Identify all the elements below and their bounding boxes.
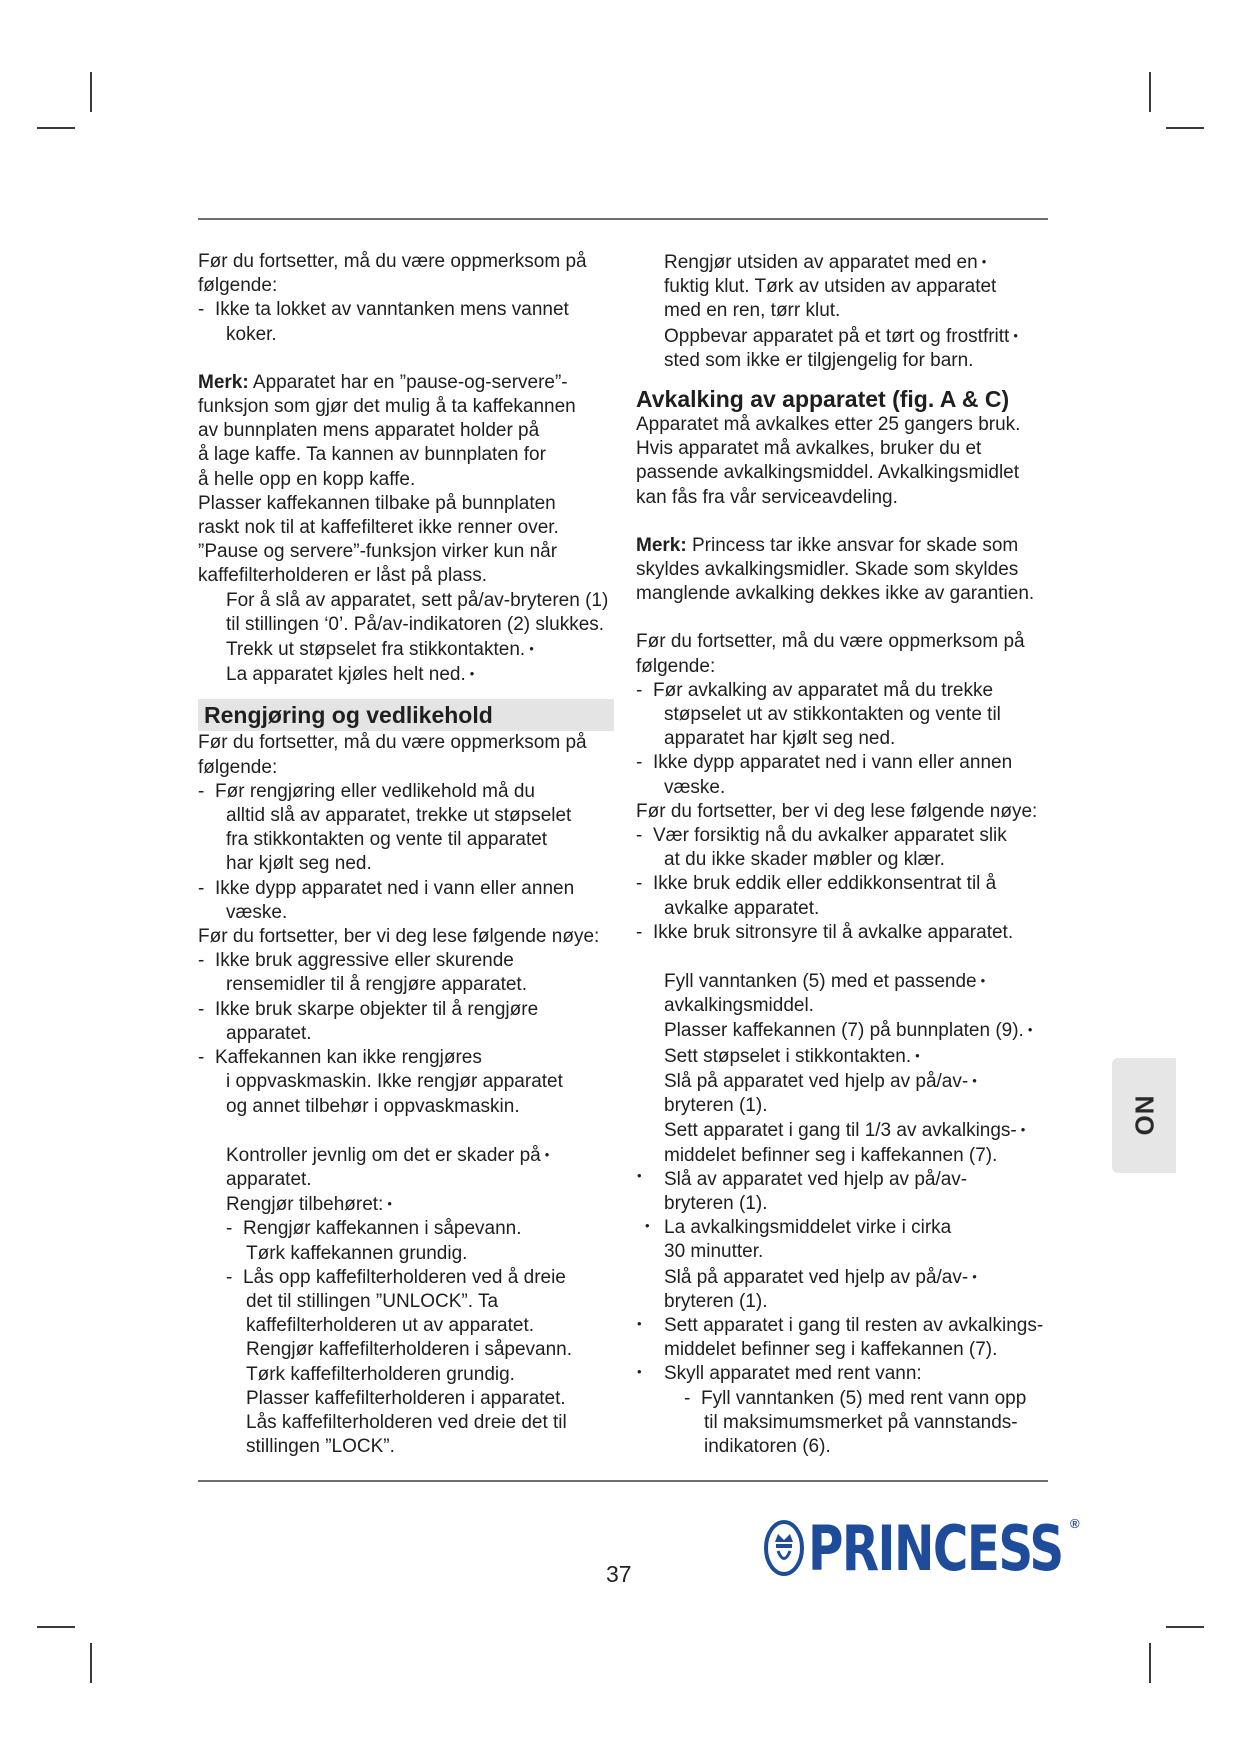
- crop-mark: [1166, 1626, 1204, 1628]
- step-line: La apparatet kjøles helt ned. •: [226, 664, 475, 686]
- note-line: raskt nok til at kaffefilteret ikke renner over.: [198, 517, 559, 539]
- descaling-heading: Avkalking av apparatet (fig. A & C): [636, 386, 1010, 413]
- top-rule: [198, 218, 1048, 220]
- step-line: middelet befinner seg i kaffekannen (7).: [664, 1144, 998, 1166]
- step-line: Slå på apparatet ved hjelp av på/av- •: [664, 1266, 977, 1288]
- rinse-item-cont: indikatoren (6).: [704, 1435, 831, 1457]
- rinse-item-cont: til maksimumsmerket på vannstands-: [704, 1411, 1018, 1433]
- step-line: Slå av apparatet ved hjelp av på/av-: [664, 1168, 968, 1190]
- rinse-item: - Fyll vanntanken (5) med rent vann opp: [684, 1387, 1027, 1409]
- bullet-mark: •: [637, 1364, 642, 1379]
- step-line: bryteren (1).: [664, 1095, 768, 1117]
- step-line: Skyll apparatet med rent vann:: [664, 1363, 922, 1385]
- note-line: ”Pause og servere”-funksjon virker kun når: [198, 541, 558, 563]
- sub-item-cont: Rengjør kaffefilterholderen i såpevann.: [246, 1339, 573, 1361]
- crop-mark: [1149, 72, 1151, 112]
- page-number: 37: [606, 1561, 632, 1587]
- intro-text: følgende:: [198, 275, 278, 297]
- descaling-text: kan fås fra vår serviceavdeling.: [636, 486, 898, 508]
- step-line: For å slå av apparatet, sett på/av-bryteren (1): [226, 589, 609, 611]
- descaling-text: passende avkalkingsmiddel. Avkalkingsmidlet: [636, 462, 1020, 484]
- bullet-mark: •: [637, 1168, 642, 1183]
- intro-text: følgende:: [636, 655, 716, 677]
- intro-text: Før du fortsetter, må du være oppmerksom på: [198, 732, 587, 754]
- storage-line: Oppbevar apparatet på et tørt og frostfritt •: [664, 325, 1018, 347]
- sub-item-cont: det til stillingen ”UNLOCK”. Ta: [246, 1290, 499, 1312]
- sub-item-cont: Tørk kaffefilterholderen grundig.: [246, 1363, 515, 1385]
- sub-item: - Lås opp kaffefilterholderen ved å dreie: [226, 1266, 566, 1288]
- caution-item-cont: rensemidler til å rengjøre apparatet.: [226, 974, 527, 996]
- bullet-mark: •: [637, 1316, 642, 1331]
- step-line: avkalkingsmiddel.: [664, 995, 814, 1017]
- princess-logo: [764, 1508, 1135, 1588]
- bottom-rule: [198, 1480, 1048, 1482]
- outside-line: med en ren, tørr klut.: [664, 300, 841, 322]
- step-line: Trekk ut støpselet fra stikkontakten. •: [226, 639, 534, 661]
- caution-item-cont: apparatet.: [226, 1022, 312, 1044]
- warning-item-cont: fra stikkontakten og vente til apparatet: [226, 829, 548, 851]
- sub-item: - Rengjør kaffekannen i såpevann.: [226, 1218, 522, 1240]
- intro-text: Før du fortsetter, må du være oppmerksom på: [636, 631, 1025, 653]
- crown-emblem-icon: [764, 1520, 804, 1576]
- caution-item-cont: at du ikke skader møbler og klær.: [664, 849, 945, 871]
- bullet-mark: •: [645, 1218, 650, 1233]
- note-line: av bunnplaten mens apparatet holder på: [198, 420, 540, 442]
- note-paragraph: Merk: Apparatet har en ”pause-og-servere”-: [198, 371, 568, 393]
- warning-item-cont: har kjølt seg ned.: [226, 853, 372, 875]
- read-carefully: Før du fortsetter, ber vi deg lese følgende nøye:: [198, 926, 600, 948]
- brand-name: PRINCESS: [808, 1511, 1063, 1585]
- intro-text: følgende:: [198, 756, 278, 778]
- crop-mark: [37, 1626, 75, 1628]
- step-line: bryteren (1).: [664, 1290, 768, 1312]
- step-line: Fyll vanntanken (5) med et passende •: [664, 971, 986, 993]
- intro-text: Før du fortsetter, må du være oppmerksom på: [198, 251, 587, 272]
- storage-line: sted som ikke er tilgjengelig for barn.: [664, 349, 974, 371]
- step-line: Sett apparatet i gang til resten av avkalkings-: [664, 1314, 1044, 1336]
- warning-item: - Ikke dypp apparatet ned i vann eller annen: [636, 752, 1013, 774]
- step-line: bryteren (1).: [664, 1192, 768, 1214]
- outside-line: fuktig klut. Tørk av utsiden av apparatet: [664, 276, 997, 298]
- step-line: Sett apparatet i gang til 1/3 av avkalkings- •: [664, 1120, 1026, 1142]
- step-line: La avkalkingsmiddelet virke i cirka: [664, 1217, 952, 1239]
- warning-item-cont: væske.: [664, 776, 726, 798]
- note-line: kaffefilterholderen er låst på plass.: [198, 565, 488, 587]
- check-line: apparatet.: [226, 1168, 312, 1190]
- caution-item-cont: og annet tilbehør i oppvaskmaskin.: [226, 1095, 520, 1117]
- warning-item-cont: apparatet har kjølt seg ned.: [664, 728, 896, 750]
- step-line: til stillingen ‘0’. På/av-indikatoren (2) slukkes.: [226, 613, 605, 635]
- sub-item-cont: stillingen ”LOCK”.: [246, 1436, 395, 1458]
- descaling-text: Hvis apparatet må avkalkes, bruker du et: [636, 438, 982, 460]
- note-line: funksjon som gjør det mulig å ta kaffekannen: [198, 396, 576, 418]
- caution-item-cont: avkalke apparatet.: [664, 897, 820, 919]
- crop-mark: [1166, 127, 1204, 129]
- registered-mark: ®: [1070, 1515, 1080, 1531]
- note-line: Plasser kaffekannen tilbake på bunnplaten: [198, 492, 556, 514]
- accessories-line: Rengjør tilbehøret: •: [226, 1194, 392, 1216]
- step-line: middelet befinner seg i kaffekannen (7).: [664, 1339, 998, 1361]
- language-label: NO: [1129, 1095, 1160, 1136]
- sub-item-cont: Plasser kaffefilterholderen i apparatet.: [246, 1387, 566, 1409]
- note-line: manglende avkalking dekkes ikke av garantien.: [636, 583, 1035, 605]
- warning-item: - Ikke ta lokket av vanntanken mens vannet: [198, 299, 569, 321]
- step-line: Sett støpselet i stikkontakten. •: [664, 1045, 920, 1067]
- note-line: skyldes avkalkingsmidler. Skade som skyldes: [636, 559, 1019, 581]
- warning-item-cont: koker.: [226, 323, 277, 345]
- caution-item-cont: i oppvaskmaskin. Ikke rengjør apparatet: [226, 1071, 563, 1093]
- warning-item: - Før avkalking av apparatet må du trekke: [636, 679, 994, 701]
- descaling-text: Apparatet må avkalkes etter 25 gangers bruk.: [636, 414, 1021, 436]
- caution-item: - Ikke bruk aggressive eller skurende: [198, 950, 514, 972]
- warning-item: - Ikke dypp apparatet ned i vann eller annen: [198, 877, 575, 899]
- warning-item: - Før rengjøring eller vedlikehold må du: [198, 780, 535, 802]
- sub-item-cont: Lås kaffefilterholderen ved dreie det til: [246, 1411, 567, 1433]
- warning-item-cont: alltid slå av apparatet, trekke ut støpselet: [226, 805, 572, 827]
- caution-item: - Ikke bruk sitronsyre til å avkalke apparatet.: [636, 921, 1014, 943]
- note-paragraph: Merk: Princess tar ikke ansvar for skade som: [636, 534, 1019, 556]
- step-line: Plasser kaffekannen (7) på bunnplaten (9). •: [664, 1020, 1033, 1042]
- note-line: å lage kaffe. Ta kannen av bunnplaten for: [198, 444, 546, 466]
- sub-item-cont: kaffefilterholderen ut av apparatet.: [246, 1315, 535, 1337]
- warning-item-cont: væske.: [226, 901, 288, 923]
- check-line: Kontroller jevnlig om det er skader på •: [226, 1144, 550, 1166]
- caution-item: - Ikke bruk skarpe objekter til å rengjøre: [198, 998, 539, 1020]
- cleaning-heading: Rengjøring og vedlikehold: [198, 699, 614, 731]
- caution-item: - Vær forsiktig nå du avkalker apparatet slik: [636, 825, 1007, 847]
- crop-mark: [90, 1643, 92, 1683]
- crop-mark: [90, 72, 92, 112]
- step-line: Slå på apparatet ved hjelp av på/av- •: [664, 1070, 977, 1092]
- left-column: [198, 250, 614, 1459]
- crop-mark: [37, 127, 75, 129]
- sub-item-cont: Tørk kaffekannen grundig.: [246, 1242, 468, 1264]
- step-line: 30 minutter.: [664, 1241, 764, 1263]
- right-column: [636, 250, 1043, 1459]
- caution-item: - Ikke bruk eddik eller eddikkonsentrat til å: [636, 873, 997, 895]
- read-carefully: Før du fortsetter, ber vi deg lese følgende nøye:: [636, 800, 1038, 822]
- warning-item-cont: støpselet ut av stikkontakten og vente til: [664, 704, 1001, 726]
- outside-line: Rengjør utsiden av apparatet med en •: [664, 252, 987, 273]
- crop-mark: [1149, 1643, 1151, 1683]
- caution-item: - Kaffekannen kan ikke rengjøres: [198, 1047, 482, 1069]
- note-line: å helle opp en kopp kaffe.: [198, 468, 416, 490]
- language-tab: [1112, 1058, 1176, 1173]
